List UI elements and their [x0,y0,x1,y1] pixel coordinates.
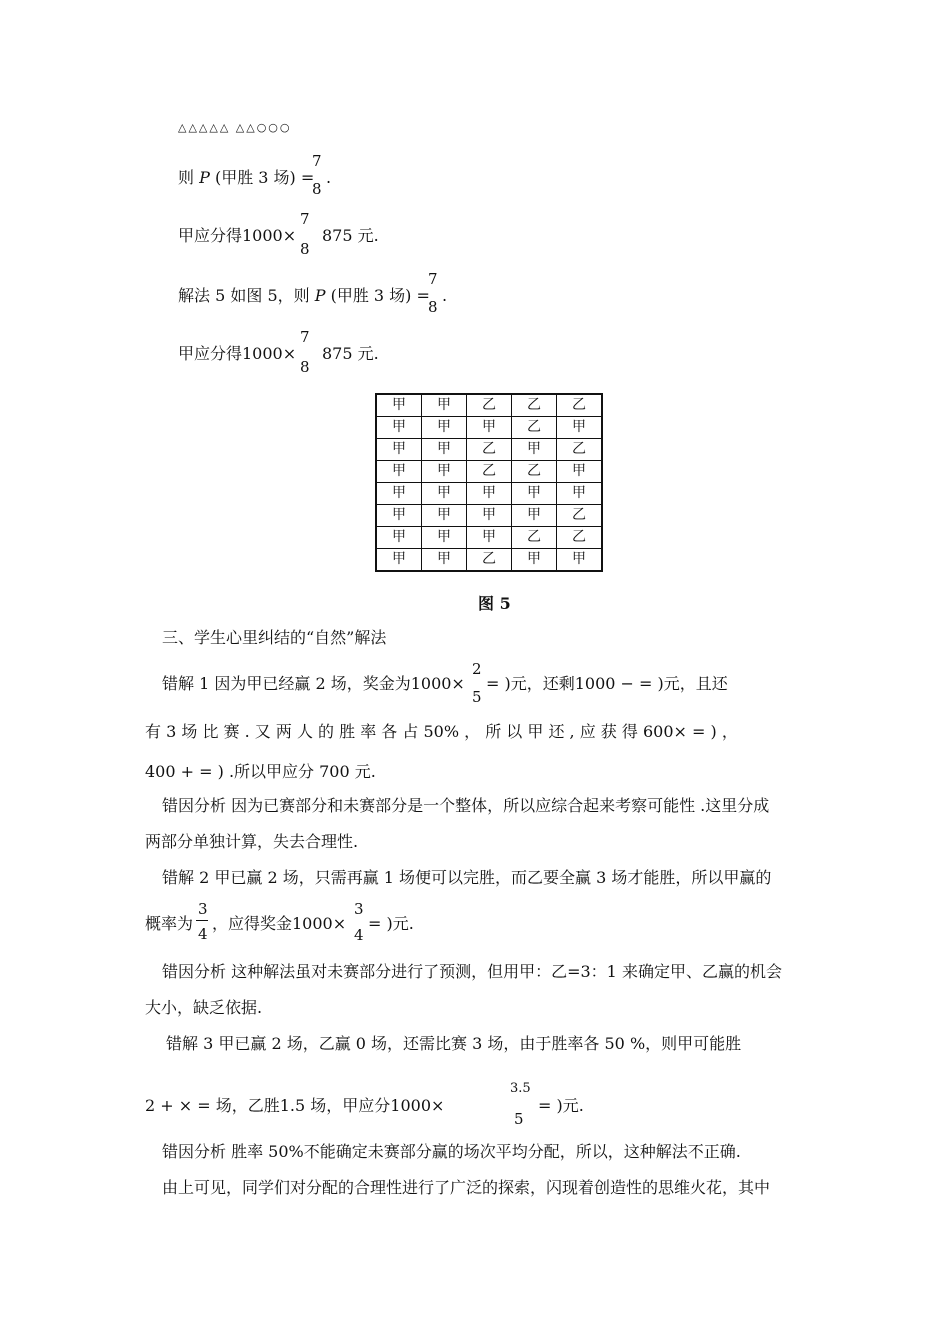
fraction-numerator: 2 [472,660,482,678]
p-symbol: P [199,168,210,187]
period: . [442,286,448,305]
fraction-denominator: 5 [472,688,482,706]
fraction-denominator: 8 [428,298,438,316]
figure-5-table [375,393,603,572]
probability-line-1 [178,168,314,188]
analysis-2-line-1: 错因分析 这种解法虽对未赛部分进行了预测，但用甲：乙=3：1 来确定甲、乙赢的机会 [162,962,782,981]
figure-cell: 乙 [467,461,512,483]
fraction-denominator: 4 [198,925,208,943]
figure-row [376,527,602,549]
event: (甲胜 3 场) = [325,286,430,305]
figure-cell: 甲 [467,505,512,527]
fraction-numerator: 7 [300,210,310,228]
figure-row [376,483,602,505]
fraction-numerator: 3 [354,900,364,918]
figure-cell: 甲 [467,417,512,439]
figure-cell: 甲 [376,394,422,417]
figure-row [376,439,602,461]
fraction-denominator: 8 [300,358,310,376]
figure-cell: 乙 [512,461,557,483]
error-2-label: 概率为 [145,914,194,933]
prefix: 解法 5 如图 5，则 [178,286,315,305]
fraction-numerator: 3 [198,900,208,918]
figure-cell: 乙 [512,394,557,417]
closing-line: 由上可见，同学们对分配的合理性进行了广泛的探索，闪现着创造性的思维火花，其中 [162,1178,771,1197]
fraction-bar [196,920,208,921]
figure-cell: 乙 [557,505,603,527]
figure-cell: 甲 [467,527,512,549]
figure-cell: 甲 [422,483,467,505]
event: (甲胜 3 场) = [209,168,315,187]
analysis-1-line-1: 错因分析 因为已赛部分和未赛部分是一个整体，所以应综合起来考察可能性 .这里分成 [162,796,770,815]
figure-cell: 甲 [512,439,557,461]
figure-cell: 甲 [422,549,467,572]
figure-cell: 甲 [467,483,512,505]
analysis-2-line-2: 大小，缺乏依据. [145,998,263,1017]
figure-cell: 乙 [557,394,603,417]
figure-cell: 乙 [557,439,603,461]
analysis-3: 错因分析 胜率 50%不能确定未赛部分赢的场次平均分配，所以，这种解法不正确. [162,1142,741,1161]
figure-cell: 甲 [422,527,467,549]
figure-row [376,417,602,439]
figure-row [376,505,602,527]
figure-caption: 图 5 [478,594,511,613]
fraction-denominator: 8 [300,240,310,258]
error-2-award: ，应得奖金1000× [212,914,347,933]
error-1-line-3: 400 + = ) .所以甲应分 700 元. [145,762,376,781]
figure-cell: 甲 [422,505,467,527]
figure-cell: 甲 [512,483,557,505]
payout-line-1: 甲应分得1000× [178,226,297,245]
fraction-numerator: 7 [428,270,438,288]
figure-cell: 甲 [376,505,422,527]
error-1-line-1-rest: = )元，还剩1000 − = )元，且还 [486,674,728,693]
figure-cell: 甲 [557,461,603,483]
figure-cell: 甲 [557,483,603,505]
figure-cell: 甲 [422,461,467,483]
fraction-numerator: 3.5 [510,1081,531,1096]
figure-cell: 甲 [376,483,422,505]
figure-cell: 乙 [467,549,512,572]
error-2-result: = )元. [368,914,414,933]
fraction-denominator: 4 [354,926,364,944]
figure-cell: 乙 [512,417,557,439]
figure-cell: 乙 [512,527,557,549]
analysis-1-line-2: 两部分单独计算，失去合理性. [145,832,359,851]
figure-cell: 甲 [376,461,422,483]
figure-cell: 乙 [557,527,603,549]
error-3-line-2: 2 + × = 场，乙胜1.5 场，甲应分1000× [145,1096,445,1115]
error-3-line-1: 错解 3 甲已赢 2 场，乙赢 0 场，还需比赛 3 场，由于胜率各 50 %，则甲可能胜 [166,1034,742,1053]
figure-cell: 甲 [376,439,422,461]
figure-cell: 甲 [557,417,603,439]
error-3-result: = )元. [538,1096,584,1115]
prefix: 则 [178,168,200,187]
symbol-row: △△△△△ △△○○○ [178,121,292,134]
section-title: 三、学生心里纠结的“自然”解法 [162,628,387,647]
figure-row [376,549,602,572]
figure-cell: 甲 [376,417,422,439]
figure-cell: 甲 [557,549,603,572]
period: . [326,168,332,187]
figure-cell: 甲 [422,394,467,417]
figure-cell: 甲 [422,439,467,461]
error-1-line-1: 错解 1 因为甲已经赢 2 场，奖金为1000× [162,674,465,693]
fraction-numerator: 7 [312,152,322,170]
p-symbol: P [314,286,326,305]
fraction-denominator: 8 [312,180,322,198]
figure-cell: 乙 [467,439,512,461]
payout-result: 875 元. [322,344,379,363]
payout-result: 875 元. [322,226,379,245]
figure-cell: 甲 [512,505,557,527]
payout-line-2: 甲应分得1000× [178,344,297,363]
fraction-denominator: 5 [514,1110,524,1128]
figure-cell: 乙 [467,394,512,417]
figure-cell: 甲 [376,527,422,549]
figure-cell: 甲 [376,549,422,572]
solution-5-line [178,286,430,306]
error-2-line-1: 错解 2 甲已赢 2 场，只需再赢 1 场便可以完胜，而乙要全赢 3 场才能胜，所以甲赢的 [162,868,772,887]
figure-cell: 甲 [512,549,557,572]
error-1-line-2: 有 3 场 比 赛 . 又 两 人 的 胜 率 各 占 50% ， 所 以 甲 还 , 应 获 得 600× = ) ， [145,722,738,741]
figure-row [376,461,602,483]
fraction-numerator: 7 [300,328,310,346]
figure-cell: 甲 [422,417,467,439]
figure-row [376,394,602,417]
